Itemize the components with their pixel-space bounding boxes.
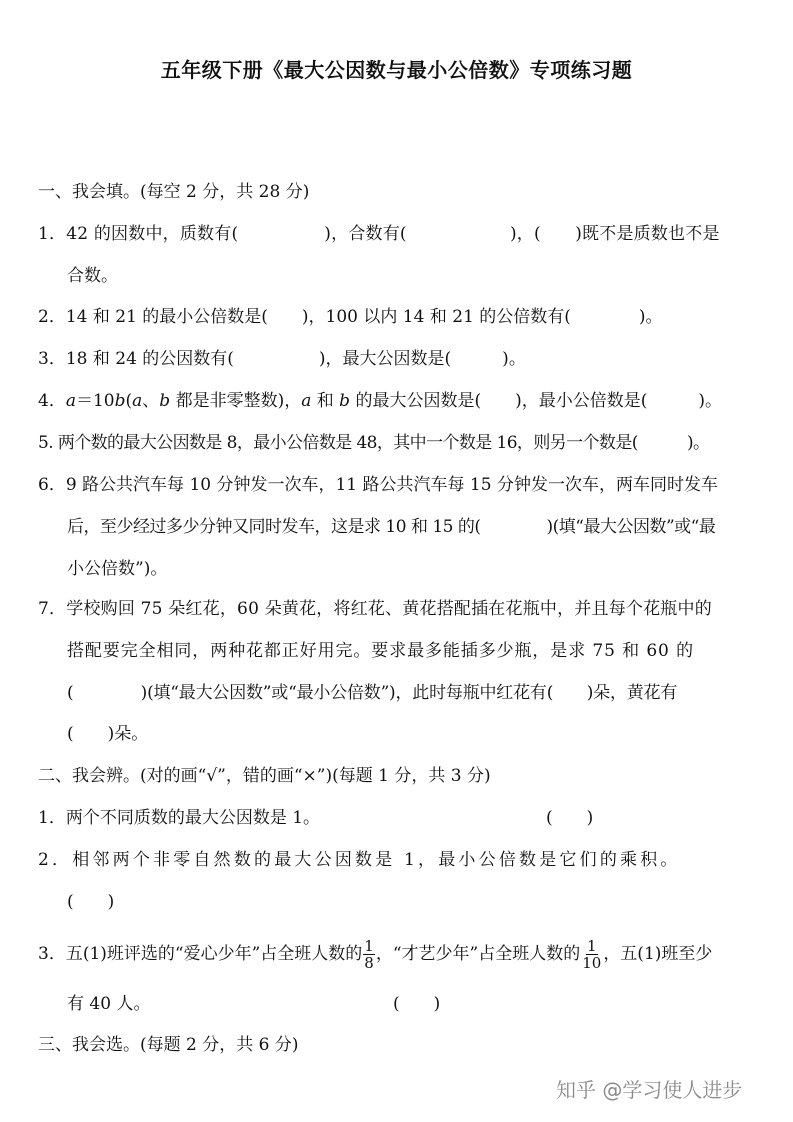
judge-answer-blank-3: ( )	[393, 994, 441, 1014]
section-heading-judge: 二、我会辨。(对的画“√”，错的画“×”)(每题 1 分，共 3 分)	[38, 766, 491, 786]
j3-text-1: 3．五(1)班评选的“爱心少年”占全班人数的	[38, 944, 363, 964]
var-a: a	[65, 391, 76, 411]
judge-question-3-line-1	[38, 934, 712, 974]
q4-and: 和	[311, 391, 340, 411]
j3-text-2: ，“才艺少年”占全班人数的	[375, 944, 581, 964]
fill-question-6-line-1: 6．9 路公共汽车每 10 分钟发一次车，11 路公共汽车每 15 分钟发一次车，两车同时发车	[38, 475, 718, 495]
fraction-numerator: 1	[586, 937, 597, 955]
fill-question-7-line-3: ( )(填“最大公因数”或“最小公倍数”)，此时每瓶中红花有( )朵，黄花有	[67, 683, 678, 703]
q4-text-1: 都是非零整数)，	[170, 391, 302, 411]
fraction-one-eighth	[363, 938, 375, 971]
fraction-one-tenth	[581, 938, 602, 971]
q4-sep: 、	[142, 391, 160, 411]
watermark: 知乎 @学习使人进步	[556, 1078, 743, 1102]
j3-text-3: ，五(1)班至少	[603, 944, 713, 964]
fill-question-6-line-3: 小公倍数”)。	[67, 559, 168, 579]
fill-question-2: 2．14 和 21 的最小公倍数是( )，100 以内 14 和 21 的公倍数有( )。	[38, 307, 663, 327]
var-b: b	[159, 391, 171, 411]
page-title: 五年级下册《最大公因数与最小公倍数》专项练习题	[160, 58, 633, 82]
fraction-denominator: 8	[364, 954, 374, 972]
fill-question-5: 5. 两个数的最大公因数是 8，最小公倍数是 48，其中一个数是 16，则另一个数是( )。	[38, 433, 710, 453]
fill-question-6-line-2: 后，至少经过多少分钟又同时发车，这是求 10 和 15 的( )(填“最大公因数”或“最	[67, 517, 716, 537]
fill-question-1-line-1: 1．42 的因数中，质数有( )，合数有( )，( )既不是质数也不是	[38, 224, 720, 244]
var-b: b	[339, 391, 351, 411]
fraction-numerator: 1	[364, 937, 374, 955]
var-a: a	[301, 391, 312, 411]
q4-paren: (	[125, 391, 133, 411]
var-b: b	[114, 391, 126, 411]
section-heading-choice: 三、我会选。(每题 2 分，共 6 分)	[38, 1035, 299, 1055]
judge-answer-blank-1: ( )	[546, 808, 594, 828]
fraction-denominator: 10	[582, 954, 602, 972]
fill-question-3: 3．18 和 24 的公因数有( )，最大公因数是( )。	[38, 349, 526, 369]
section-heading-fill: 一、我会填。(每空 2 分，共 28 分)	[38, 182, 310, 202]
judge-question-1: 1．两个不同质数的最大公因数是 1。	[38, 808, 321, 828]
q4-text-2: 的最大公因数是( )，最小公倍数是( )。	[350, 391, 722, 411]
fill-question-7-line-2: 搭配要完全相同，两种花都正好用完。要求最多能插多少瓶，是求 75 和 60 的	[67, 641, 694, 661]
judge-question-2: 2．相邻两个非零自然数的最大公因数是 1，最小公倍数是它们的乘积。	[38, 850, 681, 870]
fill-question-7-line-4: ( )朵。	[67, 724, 149, 744]
fill-question-1-line-2: 合数。	[67, 266, 118, 286]
fill-question-7-line-1: 7．学校购回 75 朵红花，60 朵黄花，将红花、黄花搭配插在花瓶中，并且每个花瓶中的	[38, 599, 712, 619]
q4-number: 4．	[38, 391, 66, 411]
judge-answer-blank-2: ( )	[67, 892, 115, 912]
judge-question-3-line-2: 有 40 人。	[67, 994, 151, 1014]
q4-equals: ＝10	[75, 391, 115, 411]
fill-question-4	[38, 389, 722, 413]
var-a: a	[132, 391, 143, 411]
